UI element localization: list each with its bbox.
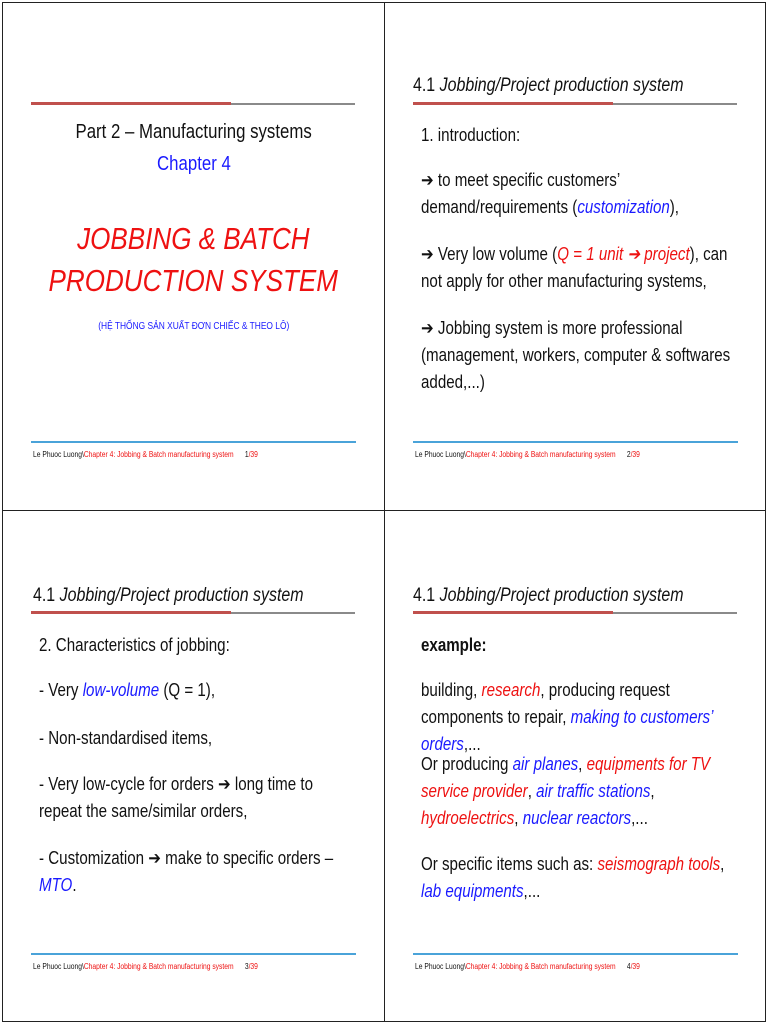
- slide-footer: Le Phuoc Luong\Chapter 4: Jobbing & Batch manufacturing system 4/39: [415, 962, 640, 971]
- arrow-icon: ➔: [421, 170, 434, 190]
- accent-bar-red: [413, 611, 613, 614]
- accent-bar-red: [31, 102, 231, 105]
- paragraph-3: Or specific items such as: seismograph tools, lab equipments,...: [421, 854, 725, 901]
- chapter-label: Chapter 4: [156, 153, 231, 175]
- accent-bar-red: [31, 611, 231, 614]
- section-title: 1. introduction:: [421, 125, 521, 145]
- arrow-icon: ➔: [421, 318, 434, 338]
- paragraph-1: ➔ to meet specific customers’ demand/requirements (customization),: [421, 170, 680, 217]
- arrow-icon: ➔: [421, 244, 434, 264]
- paragraph-3: ➔ Jobbing system is more professional (management, workers, computer & softwares added,...): [421, 318, 731, 392]
- footer-line: [31, 441, 356, 443]
- slide-3: [2, 510, 385, 1022]
- list-item-4: - Customization ➔ make to specific orders – MTO.: [39, 848, 334, 895]
- accent-bar-gray: [231, 103, 355, 105]
- section-title: 2. Characteristics of jobbing:: [39, 635, 230, 655]
- footer-line: [413, 953, 738, 955]
- slide-1: [2, 2, 385, 511]
- slide-footer: Le Phuoc Luong\Chapter 4: Jobbing & Batch manufacturing system 2/39: [415, 450, 640, 459]
- subtitle-vietnamese: (HỆ THỐNG SẢN XUẤT ĐƠN CHIẾC & THEO LÔ): [97, 321, 290, 332]
- list-item-3: - Very low-cycle for orders ➔ long time to repeat the same/similar orders,: [39, 774, 314, 821]
- paragraph-2: Or producing air planes, equipments for TV service provider, air traffic stations, hydroelectrics, nuclear reactors,...: [421, 754, 711, 828]
- accent-bar-gray: [613, 103, 737, 105]
- main-title-line2: PRODUCTION SYSTEM: [48, 263, 339, 298]
- slide-footer: Le Phuoc Luong\Chapter 4: Jobbing & Batch manufacturing system 3/39: [33, 962, 258, 971]
- accent-bar-gray: [613, 612, 737, 614]
- paragraph-2: ➔ Very low volume (Q = 1 unit ➔ project), can not apply for other manufacturing systems,: [421, 244, 728, 291]
- footer-line: [413, 441, 738, 443]
- main-title-line1: JOBBING & BATCH: [77, 221, 310, 256]
- accent-bar-red: [413, 102, 613, 105]
- footer-line: [31, 953, 356, 955]
- accent-bar-gray: [231, 612, 355, 614]
- slide-2: [384, 2, 766, 511]
- slide-footer: Le Phuoc Luong\Chapter 4: Jobbing & Batch manufacturing system 1/39: [33, 450, 258, 459]
- section-title: example:: [421, 635, 487, 655]
- slide-heading: 4.1 Jobbing/Project production system: [33, 585, 304, 606]
- slide-heading: 4.1 Jobbing/Project production system: [413, 75, 684, 96]
- list-item-1: - Very low-volume (Q = 1),: [39, 680, 216, 700]
- part-title: Part 2 – Manufacturing systems: [75, 121, 312, 143]
- slide-4: [384, 510, 766, 1022]
- slide-heading: 4.1 Jobbing/Project production system: [413, 585, 684, 606]
- paragraph-1: building, research, producing request components to repair, making to customers’ orders,...: [421, 680, 713, 754]
- list-item-2: - Non-standardised items,: [39, 728, 213, 748]
